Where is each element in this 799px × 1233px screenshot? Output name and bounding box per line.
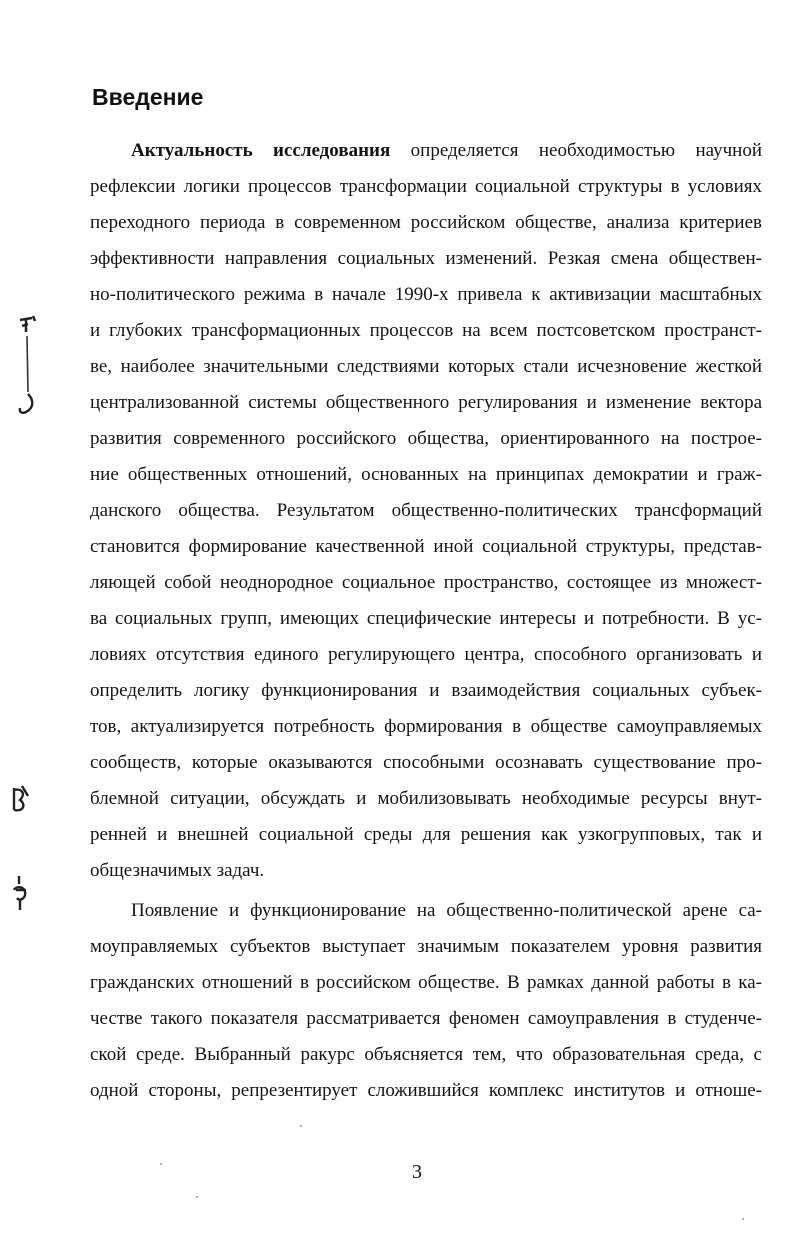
paragraph-line: тов, актуализируется потребность формирования в обществе самоуправляемых (90, 716, 762, 737)
margin-scan-mark-top (10, 312, 46, 422)
paragraph-line (90, 133, 762, 169)
paragraph-line: данского общества. Результатом общественно-политических трансформаций (90, 500, 762, 521)
section-heading: Введение (92, 84, 204, 110)
paragraph-line: и глубоких трансформационных процессов на всем постсоветском пространст- (90, 320, 762, 341)
paragraph-line: ве, наиболее значительными следствиями которых стали исчезновение жесткой (90, 356, 762, 377)
paragraph-line: общезначимых задач. (90, 860, 265, 881)
paragraph-line: блемной ситуации, обсуждать и мобилизовывать необходимые ресурсы внут- (90, 788, 762, 809)
paragraph-line: определить логику функционирования и взаимодействия социальных субъек- (90, 680, 762, 701)
paragraph-line: переходного периода в современном российском обществе, анализа критериев (90, 212, 762, 233)
paragraph-line: эффективности направления социальных изменений. Резкая смена обществен- (90, 248, 762, 269)
scan-speck (160, 1163, 162, 1165)
scan-speck (196, 1196, 198, 1198)
paragraph-line: но-политического режима в начале 1990-х привела к активизации масштабных (90, 284, 762, 305)
paragraph-line: честве такого показателя рассматривается феномен самоуправления в студенче- (90, 1008, 762, 1029)
paragraph-line-text: определяется необходимостью научной (390, 140, 762, 161)
paragraph-line: ляющей собой неоднородное социальное пространство, состоящее из множест- (90, 572, 762, 593)
scan-speck (742, 1218, 744, 1220)
paragraph-line: становится формирование качественной иной социальной структуры, представ- (90, 536, 762, 557)
paragraph-line: развития современного российского общества, ориентированного на построе- (90, 428, 762, 449)
margin-scan-mark-lower (8, 872, 32, 914)
paragraph-line: гражданских отношений в российском обществе. В рамках данной работы в ка- (90, 972, 762, 993)
paragraph-self-government (90, 893, 762, 1109)
paragraph-line: моуправляемых субъектов выступает значимым показателем уровня развития (90, 936, 762, 957)
paragraph-line: рефлексии логики процессов трансформации социальной структуры в условиях (90, 176, 762, 197)
scan-speck (300, 1125, 302, 1127)
bold-lead-phrase: Актуальность исследования (131, 140, 391, 161)
paragraph-line: ние общественных отношений, основанных на принципах демократии и граж- (90, 464, 762, 485)
paragraph-relevance (90, 133, 762, 889)
paragraph-line: ской среде. Выбранный ракурс объясняется тем, что образовательная среда, с (90, 1044, 762, 1065)
paragraph-line: Появление и функционирование на общественно-политической арене са- (131, 900, 762, 921)
page-number: 3 (412, 1161, 422, 1183)
paragraph-line: сообществ, которые оказываются способными осознавать существование про- (90, 752, 762, 773)
paragraph-line: ренней и внешней социальной среды для решения как узкогрупповых, так и (90, 824, 762, 845)
paragraph-line: ловиях отсутствия единого регулирующего центра, способного организовать и (90, 644, 762, 665)
margin-scan-mark-middle (8, 782, 32, 818)
paragraph-line: ва социальных групп, имеющих специфические интересы и потребности. В ус- (90, 608, 762, 629)
paragraph-line: централизованной системы общественного регулирования и изменение вектора (90, 392, 762, 413)
paragraph-line: одной стороны, репрезентирует сложившийся комплекс институтов и отноше- (90, 1080, 762, 1101)
